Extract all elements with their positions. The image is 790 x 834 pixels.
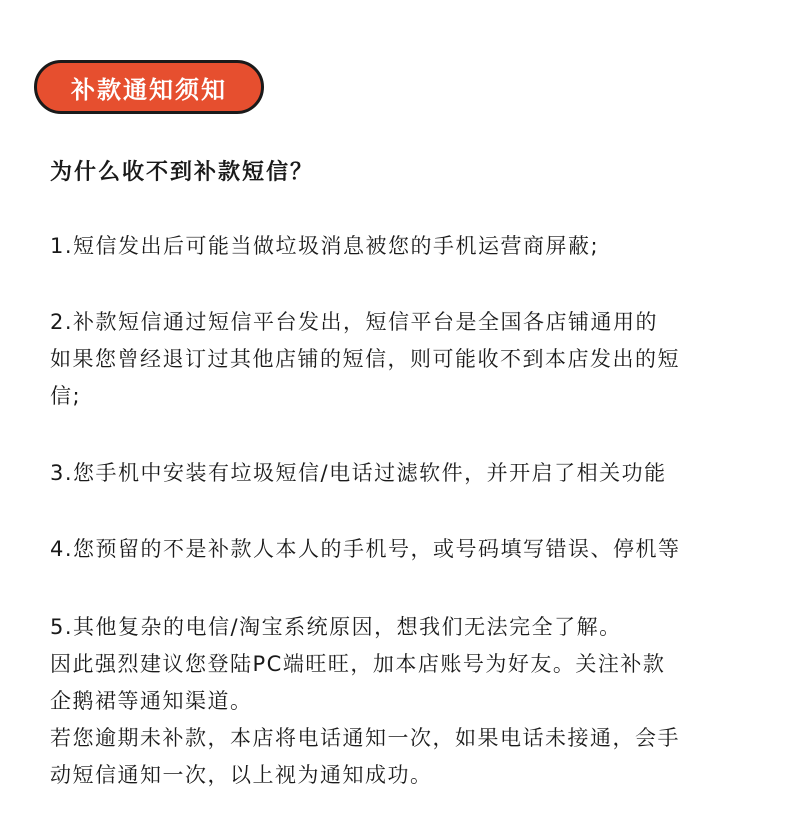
reason-2-line-2: 如果您曾经退订过其他店铺的短信，则可能收不到本店发出的短 [50, 347, 680, 371]
reason-5-line-4: 若您逾期未补款，本店将电话通知一次，如果电话未接通，会手 [50, 726, 680, 750]
reason-1 [50, 228, 750, 265]
reason-2-line-1: 2.补款短信通过短信平台发出，短信平台是全国各店铺通用的 [50, 310, 659, 334]
reason-5-line-2: 因此强烈建议您登陆PC端旺旺，加本店账号为好友。关注补款 [50, 652, 666, 676]
reason-4-line-1: 4.您预留的不是补款人本人的手机号，或号码填写错误、停机等 [50, 537, 681, 561]
reason-2 [50, 304, 750, 415]
notice-badge [34, 60, 264, 114]
reason-5-line-5: 动短信通知一次，以上视为通知成功。 [50, 763, 433, 787]
reason-3-line-1: 3.您手机中安装有垃圾短信/电话过滤软件，并开启了相关功能 [50, 461, 667, 485]
notice-badge-label: 补款通知须知 [71, 75, 227, 104]
reason-5 [50, 609, 750, 794]
reason-4 [50, 531, 750, 568]
question-heading: 为什么收不到补款短信？ [50, 160, 315, 185]
reason-5-line-1: 5.其他复杂的电信/淘宝系统原因，想我们无法完全了解。 [50, 615, 622, 639]
reason-1-line-1: 1.短信发出后可能当做垃圾消息被您的手机运营商屏蔽; [50, 234, 600, 258]
reason-3 [50, 455, 750, 492]
reason-5-line-3: 企鹅裙等通知渠道。 [50, 689, 253, 713]
reason-2-line-3: 信; [50, 384, 82, 408]
